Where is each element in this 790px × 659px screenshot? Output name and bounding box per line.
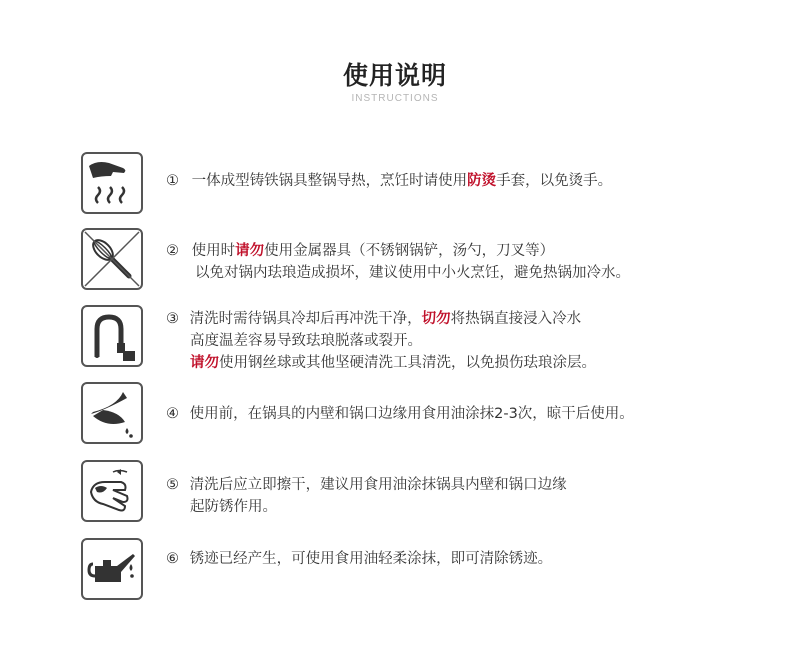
hot-hand-icon (83, 154, 141, 212)
item-number: ⑤ (166, 477, 179, 493)
item-number: ③ (166, 311, 179, 327)
oil-can-icon (83, 540, 141, 598)
item-text: 清洗后应立即擦干，建议用食用油涂抹锅具内壁和锅口边缘 (189, 477, 567, 493)
instruction-item-2 (166, 240, 630, 284)
oil-brush-icon (83, 384, 141, 442)
page-subtitle: INSTRUCTIONS (351, 93, 439, 104)
item-text: 使用钢丝球或其他坚硬清洗工具清洗，以免损伤珐琅涂层。 (219, 355, 596, 371)
item-number: ⑥ (166, 551, 179, 567)
instruction-icon-box (81, 305, 143, 367)
instruction-icon-box (81, 460, 143, 522)
instruction-icon-box (81, 382, 143, 444)
warning-text: 请勿 (235, 243, 265, 259)
item-line (166, 308, 596, 330)
item-text: 手套，以免烫手。 (496, 173, 613, 189)
no-whisk-icon (83, 230, 141, 288)
item-text: 使用前，在锅具的内壁和锅口边缘用食用油涂抹2-3次，晾干后使用。 (189, 406, 634, 422)
item-line: 起防锈作用。 (190, 499, 277, 515)
wipe-hand-icon (83, 462, 141, 520)
item-line: 高度温差容易导致珐琅脱落或裂开。 (190, 333, 422, 349)
item-line (166, 474, 567, 496)
instruction-item-4 (166, 403, 634, 425)
item-text: 清洗时需待锅具冷却后再冲洗干净， (189, 311, 422, 327)
faucet-icon (83, 307, 141, 365)
warning-text: 防烫 (467, 173, 497, 189)
item-number: ④ (166, 406, 179, 422)
item-line (166, 240, 630, 262)
item-number: ① (166, 173, 179, 189)
item-text: 锈迹已经产生，可使用食用油轻柔涂抹，即可清除锈迹。 (189, 551, 553, 567)
instruction-item-3 (166, 308, 596, 374)
instruction-item-5 (166, 474, 567, 518)
warning-text: 切勿 (421, 311, 451, 327)
warning-text: 请勿 (190, 355, 219, 371)
instruction-icon-box (81, 152, 143, 214)
item-text: 使用时 (191, 243, 236, 259)
instruction-item-1 (166, 170, 612, 192)
page-title: 使用说明 (342, 61, 447, 90)
item-text: 使用金属器具（不锈钢锅铲，汤勺，刀叉等） (264, 243, 555, 259)
item-number: ② (166, 243, 179, 259)
instruction-item-6 (166, 548, 552, 570)
item-text: 将热锅直接浸入冷水 (450, 311, 582, 327)
item-line (166, 352, 596, 374)
item-text: 一体成型铸铁锅具整锅导热，烹饪时请使用 (191, 173, 468, 189)
instruction-icon-box (81, 538, 143, 600)
item-line: 以免对锅内珐琅造成损坏，建议使用中小火烹饪，避免热锅加冷水。 (195, 265, 630, 281)
instruction-icon-box (81, 228, 143, 290)
